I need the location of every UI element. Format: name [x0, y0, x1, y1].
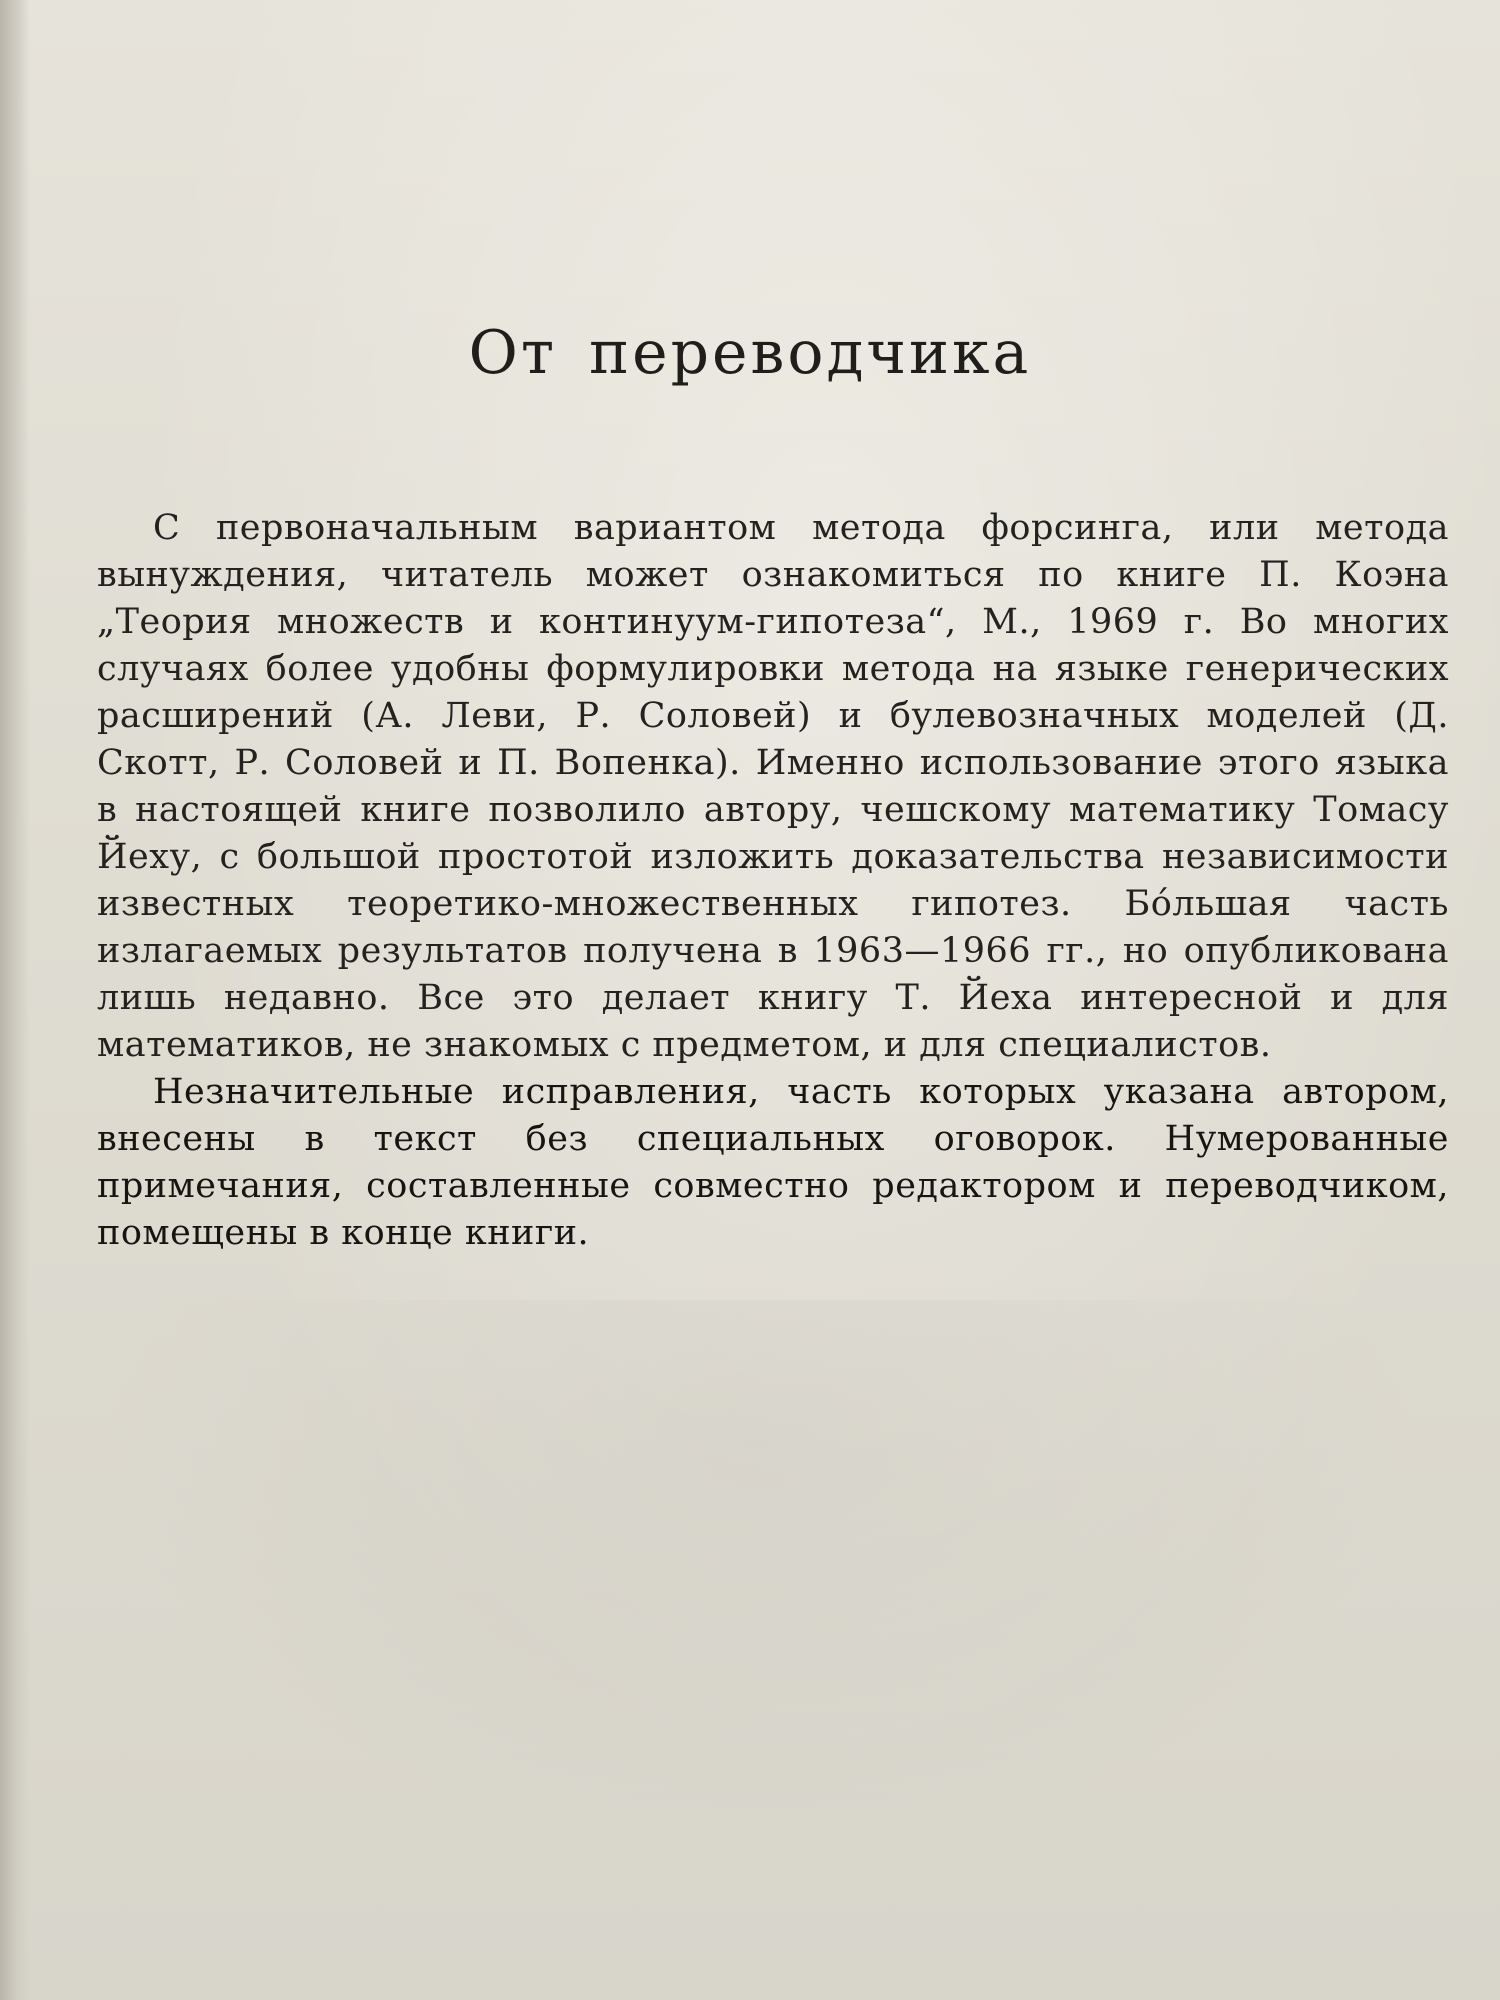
page-title: От переводчика	[468, 318, 1032, 388]
book-gutter-shadow	[0, 0, 30, 2000]
paragraph-1: С первоначальным вариантом метода форсинга, или метода вынуждения, читатель может ознакомиться по книге П. Коэна „Теория множеств и континуум-гипотеза“, М., 1969 г. Во многих случаях более удобны формулировки метода на языке генерических расширений (А. Леви, Р. Соловей) и булевозначных моделей (Д. Скотт, Р. Соловей и П. Вопенка). Именно использование этого языка в настоящей книге позволило автору, чешскому математику Томасу Йеху, с большой простотой изложить доказательства независимости известных теоретико-множественных гипотез. Бóльшая часть излагаемых результатов получена в 1963—1966 гг., но опубликована лишь недавно. Все это делает книгу Т. Йеха интересной и для математиков, не знакомых с предметом, и для специалистов.	[97, 508, 1449, 1065]
show-through-shadow	[95, 1300, 1425, 1850]
translator-note-text	[97, 505, 1449, 1257]
paragraph-2: Незначительные исправления, часть которых указана автором, внесены в текст без специальных оговорок. Нумерованные примечания, составленные совместно редактором и переводчиком, помещены в конце книги.	[97, 1072, 1449, 1253]
